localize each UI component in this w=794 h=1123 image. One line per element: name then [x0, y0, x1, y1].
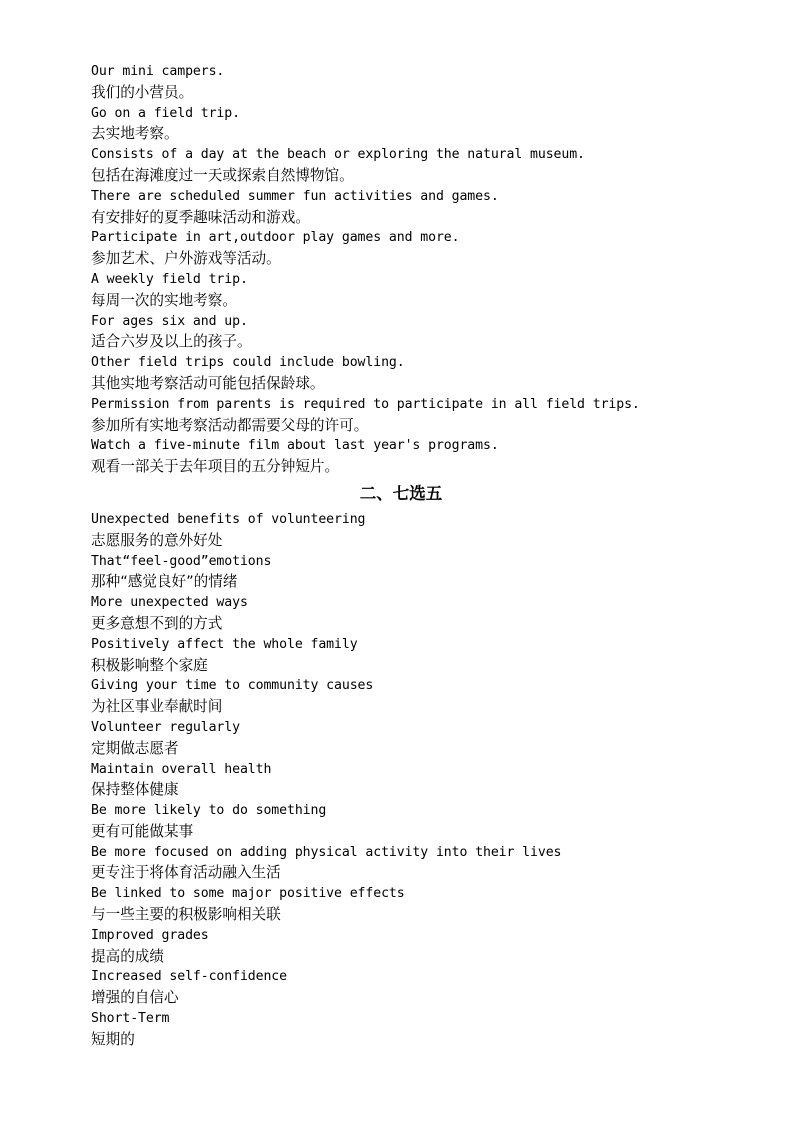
english-line: Positively affect the whole family: [91, 636, 358, 652]
chinese-line: 适合六岁及以上的孩子。: [91, 333, 252, 351]
chinese-line: 去实地考察。: [91, 125, 179, 143]
section-vocabulary-2: [91, 510, 711, 1051]
document-content: [91, 62, 711, 1051]
english-line: Be more focused on adding physical activity into their lives: [91, 844, 562, 860]
section-heading: 二、七选五: [359, 483, 443, 503]
chinese-line: 参加所有实地考察活动都需要父母的许可。: [91, 416, 369, 434]
english-line: That“feel-good”emotions: [91, 553, 272, 569]
english-line: Short-Term: [91, 1011, 170, 1027]
chinese-line: 增强的自信心: [91, 989, 179, 1007]
chinese-line: 我们的小营员。: [91, 83, 194, 101]
english-line: More unexpected ways: [91, 595, 248, 611]
chinese-line: 保持整体健康: [91, 781, 179, 799]
chinese-line: 参加艺术、户外游戏等活动。: [91, 250, 281, 268]
chinese-line: 观看一部关于去年项目的五分钟短片。: [91, 458, 340, 476]
chinese-line: 积极影响整个家庭: [91, 656, 208, 674]
english-line: Be more likely to do something: [91, 803, 327, 819]
chinese-line: 为社区事业奉献时间: [91, 698, 223, 716]
english-line: For ages six and up.: [91, 313, 248, 329]
chinese-line: 志愿服务的意外好处: [91, 531, 223, 549]
english-line: Improved grades: [91, 927, 209, 943]
english-line: Volunteer regularly: [91, 719, 240, 735]
chinese-line: 每周一次的实地考察。: [91, 291, 237, 309]
english-line: Watch a five-minute film about last year's programs.: [91, 438, 499, 454]
chinese-line: 包括在海滩度过一天或探索自然博物馆。: [91, 166, 354, 184]
chinese-line: 短期的: [91, 1030, 135, 1048]
english-line: Unexpected benefits of volunteering: [91, 511, 366, 527]
english-line: Other field trips could include bowling.: [91, 355, 405, 371]
english-line: A weekly field trip.: [91, 271, 248, 287]
english-line: Be linked to some major positive effects: [91, 886, 405, 902]
chinese-line: 其他实地考察活动可能包括保龄球。: [91, 374, 325, 392]
english-line: Increased self-confidence: [91, 969, 287, 985]
chinese-line: 定期做志愿者: [91, 739, 179, 757]
chinese-line: 提高的成绩: [91, 947, 164, 965]
english-line: Giving your time to community causes: [91, 678, 374, 694]
chinese-line: 更有可能做某事: [91, 822, 194, 840]
section-vocabulary-1: [91, 62, 711, 478]
chinese-line: 更多意想不到的方式: [91, 614, 223, 632]
chinese-line: 有安排好的夏季趣味活动和游戏。: [91, 208, 310, 226]
english-line: Participate in art,outdoor play games and more.: [91, 230, 460, 246]
english-line: Go on a field trip.: [91, 105, 240, 121]
english-line: Maintain overall health: [91, 761, 272, 777]
chinese-line: 与一些主要的积极影响相关联: [91, 906, 281, 924]
english-line: Permission from parents is required to participate in all field trips.: [91, 396, 640, 412]
chinese-line: 更专注于将体育活动融入生活: [91, 864, 281, 882]
english-line: Our mini campers.: [91, 64, 225, 79]
english-line: Consists of a day at the beach or exploring the natural museum.: [91, 147, 585, 163]
chinese-line: 那种“感觉良好”的情绪: [91, 573, 238, 591]
english-line: There are scheduled summer fun activities and games.: [91, 188, 499, 204]
